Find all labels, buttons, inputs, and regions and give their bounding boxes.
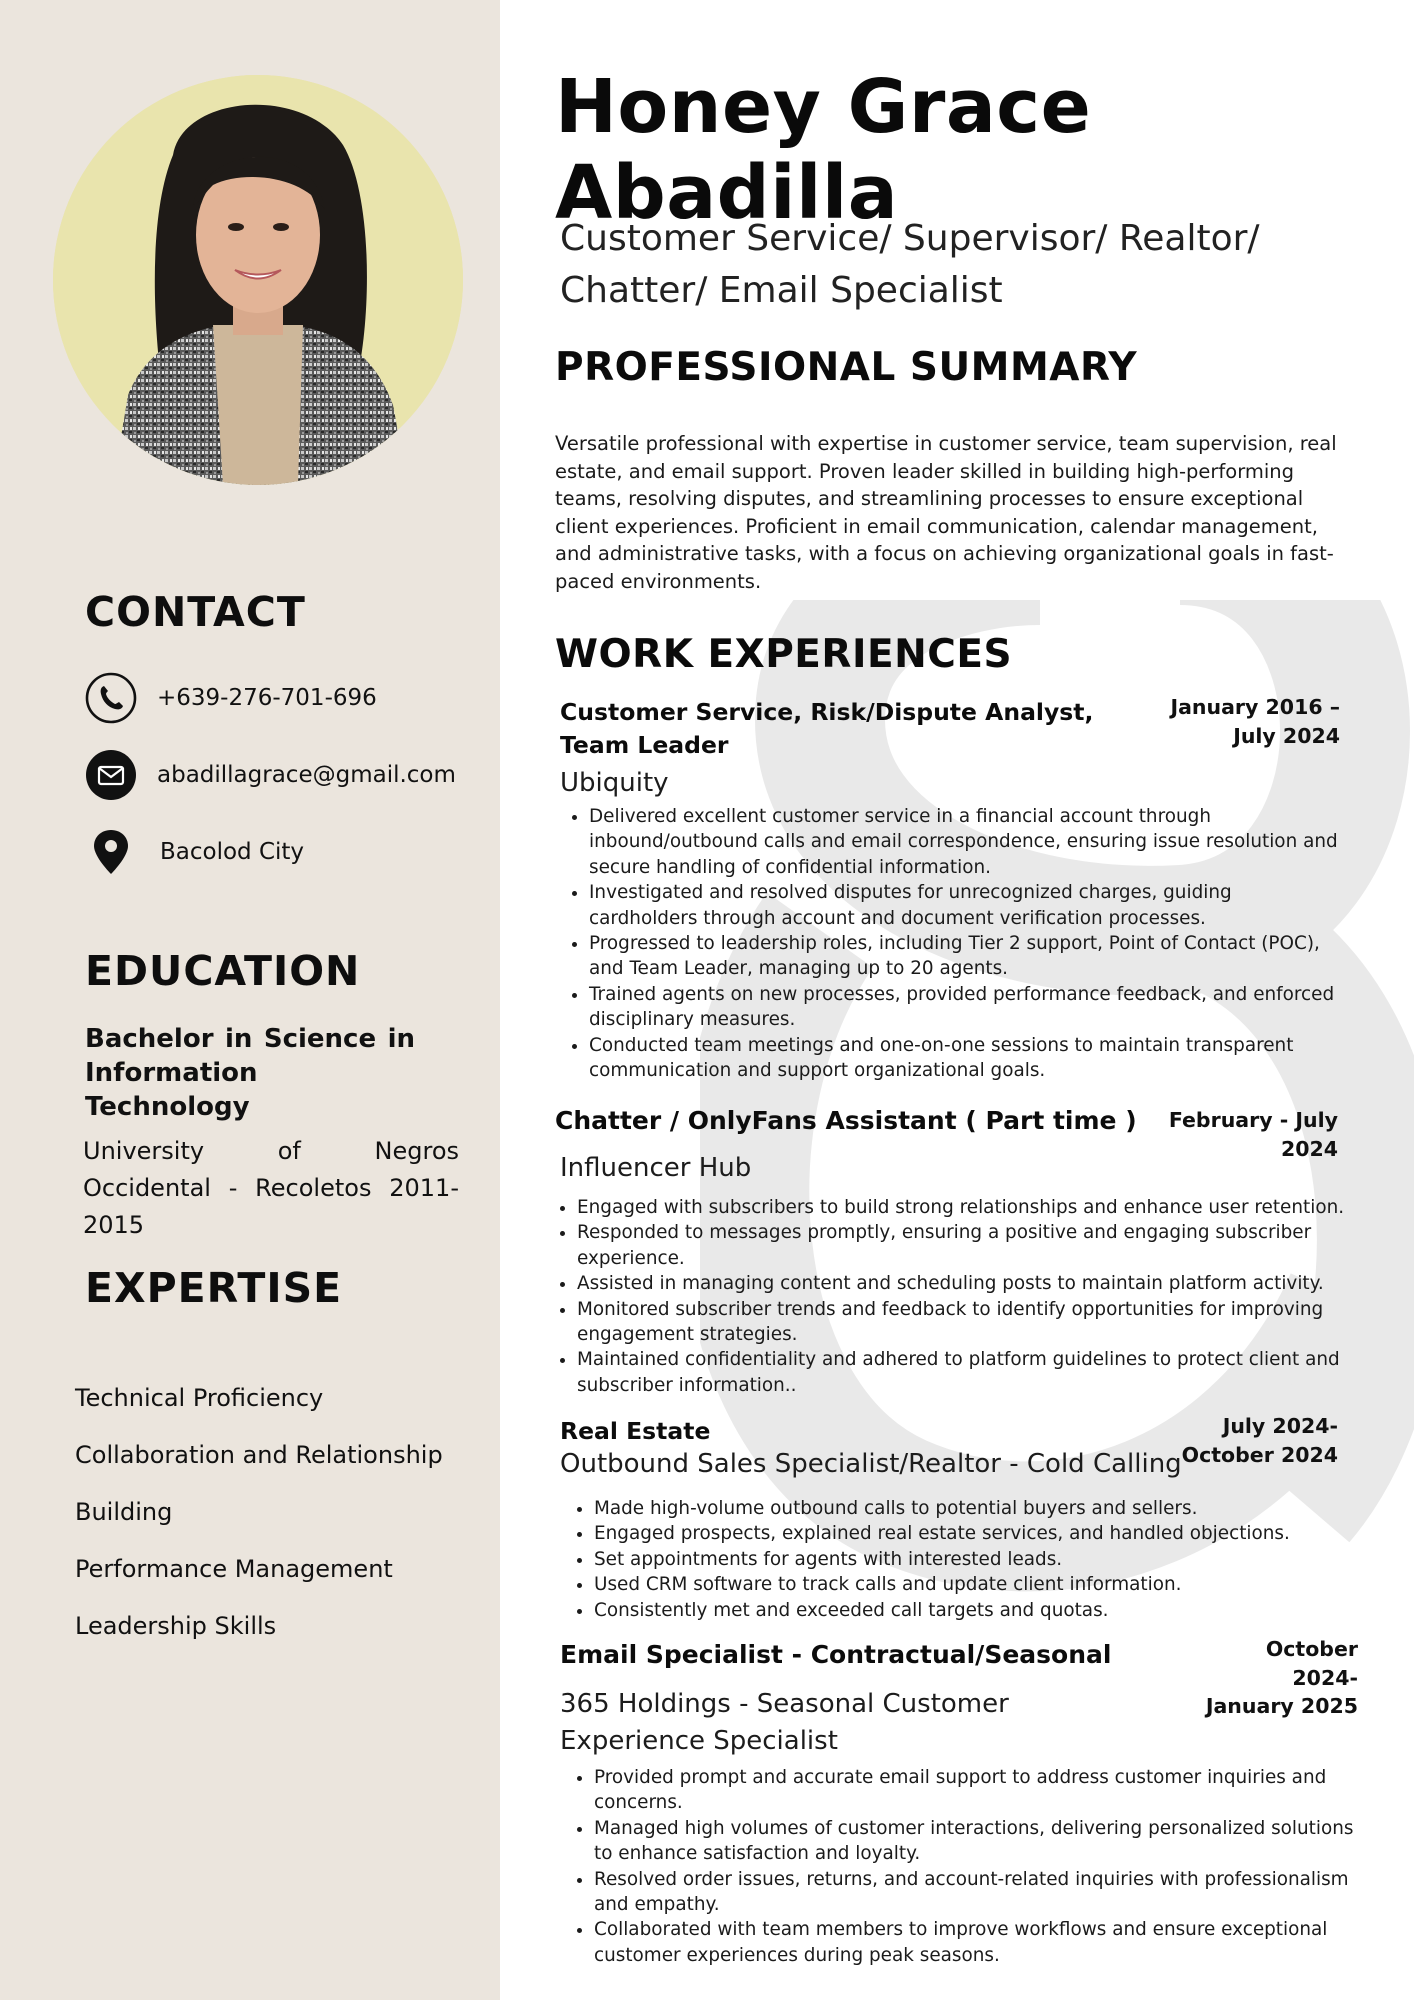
job-bullet: • Investigated and resolved disputes for unrecognized charges, guiding cardholders through account and document verification processes. xyxy=(589,880,1339,931)
job-bullet: • Responded to messages promptly, ensuring a positive and engaging subscriber experience. xyxy=(577,1220,1357,1271)
job-bullet: • Trained agents on new processes, provided performance feedback, and enforced disciplinary measures. xyxy=(589,982,1339,1033)
job-bullets xyxy=(560,1765,1359,1968)
job-date-line: January 2025 xyxy=(1205,1694,1358,1718)
summary-heading: PROFESSIONAL SUMMARY xyxy=(555,345,1138,390)
contact-email xyxy=(85,747,456,803)
job-bullet: • Delivered excellent customer service in a financial account through inbound/outbound calls and email correspondence, ensuring issue resolution and secure handling of confidential information. xyxy=(589,804,1339,880)
job-date-line: 2024 xyxy=(1280,1136,1338,1161)
school: University of Negros Occidental - Recoletos 2011-2015 xyxy=(83,1137,459,1239)
job-entry xyxy=(555,1635,1358,1975)
job-bullet: • Maintained confidentiality and adhered to platform guidelines to protect client and subscriber information.. xyxy=(577,1347,1357,1398)
contact-location xyxy=(85,824,304,880)
job-bullets xyxy=(543,1195,1357,1398)
job-title: Chatter / OnlyFans Assistant ( Part time ) xyxy=(555,1106,1137,1135)
job-date-line: January 2016 – xyxy=(1170,695,1340,719)
job-bullet: • Monitored subscriber trends and feedback to identify opportunities for improving engagement strategies. xyxy=(577,1297,1357,1348)
expertise-item: Performance Management xyxy=(75,1555,393,1583)
job-date-line: July 2024 xyxy=(1233,723,1340,748)
job-bullets xyxy=(560,1496,1364,1623)
email-address[interactable]: abadillagrace@gmail.com xyxy=(157,762,456,788)
expertise-item: Building xyxy=(75,1498,173,1526)
job-date-line: February - July xyxy=(1168,1108,1338,1132)
job-date-line: 2024- xyxy=(1292,1665,1358,1690)
job-entry xyxy=(555,1104,1355,1404)
job-date-line: July 2024- xyxy=(1222,1414,1338,1438)
job-bullets xyxy=(555,804,1339,1083)
job-bullet: • Managed high volumes of customer interactions, delivering personalized solutions to enhance satisfaction and loyalty. xyxy=(594,1816,1359,1867)
email-icon xyxy=(85,749,137,801)
job-company: Influencer Hub xyxy=(560,1153,752,1183)
job-company-line: 365 Holdings - Seasonal Customer xyxy=(560,1689,1009,1719)
job-company-line: Experience Specialist xyxy=(560,1726,838,1756)
contact-heading: CONTACT xyxy=(85,588,306,636)
contact-phone xyxy=(85,670,377,726)
job-bullet: • Consistently met and exceeded call targets and quotas. xyxy=(594,1598,1364,1623)
job-bullet: • Conducted team meetings and one-on-one sessions to maintain transparent communication and support organizational goals. xyxy=(589,1033,1339,1084)
job-bullet: • Progressed to leadership roles, including Tier 2 support, Point of Contact (POC), and Team Leader, managing up to 20 agents. xyxy=(589,931,1339,982)
phone-number: +639-276-701-696 xyxy=(157,685,377,711)
job-dates xyxy=(1206,1635,1358,1721)
phone-icon xyxy=(85,672,137,724)
job-bullet: • Resolved order issues, returns, and account-related inquiries with professionalism and empathy. xyxy=(594,1867,1359,1918)
location-pin-icon xyxy=(85,826,137,878)
profile-photo xyxy=(53,75,463,485)
job-title-line: Customer Service, Risk/Dispute Analyst, xyxy=(560,698,1094,726)
job-company xyxy=(560,1686,1009,1760)
job-date-line: October xyxy=(1265,1637,1358,1661)
job-bullet: • Used CRM software to track calls and update client information. xyxy=(594,1572,1364,1597)
job-bullet: • Collaborated with team members to improve workflows and ensure exceptional customer experiences during peak seasons. xyxy=(594,1917,1359,1968)
job-title: Email Specialist - Contractual/Seasonal xyxy=(560,1640,1112,1669)
expertise-heading: EXPERTISE xyxy=(85,1264,343,1312)
work-heading: WORK EXPERIENCES xyxy=(555,632,1013,677)
job-company: Outbound Sales Specialist/Realtor - Cold Calling xyxy=(560,1449,1182,1479)
job-subtitle xyxy=(560,213,1360,317)
location-text: Bacolod City xyxy=(160,839,305,865)
job-dates xyxy=(1169,1106,1338,1163)
candidate-name: Honey Grace Abadilla xyxy=(555,64,1092,236)
job-bullet: • Made high-volume outbound calls to potential buyers and sellers. xyxy=(594,1496,1364,1521)
degree: Bachelor in Science in Information Technology xyxy=(85,1024,415,1122)
sidebar xyxy=(0,0,500,2000)
job-title-line: Team Leader xyxy=(560,731,729,759)
job-bullet: • Provided prompt and accurate email support to address customer inquiries and concerns. xyxy=(594,1765,1359,1816)
education-heading: EDUCATION xyxy=(85,947,361,995)
expertise-item: Technical Proficiency xyxy=(75,1384,324,1412)
job-bullet: • Set appointments for agents with interested leads. xyxy=(594,1547,1364,1572)
job-dates xyxy=(1170,693,1340,750)
job-title xyxy=(560,696,1093,762)
expertise-item: Leadership Skills xyxy=(75,1612,277,1640)
job-date-line: October 2024 xyxy=(1181,1442,1338,1467)
expertise-item: Collaboration and Relationship xyxy=(75,1441,443,1469)
job-entry xyxy=(555,696,1355,1086)
summary-text: Versatile professional with expertise in customer service, team supervision, real estate, and email support. Proven leader skilled in building high-performing teams, resolving disputes, and streamlining processes to ensure exceptional client experiences. Proficient in email communication, calendar management, and administrative tasks, with a focus on achieving organizational goals in fast-paced environments. xyxy=(555,432,1337,593)
job-company: Ubiquity xyxy=(560,768,669,798)
job-bullet: • Engaged with subscribers to build strong relationships and enhance user retention. xyxy=(577,1195,1357,1220)
job-title: Real Estate xyxy=(560,1417,711,1445)
job-bullet: • Assisted in managing content and scheduling posts to maintain platform activity. xyxy=(577,1271,1357,1296)
job-dates xyxy=(1182,1412,1338,1469)
subtitle-line: Customer Service/ Supervisor/ Realtor/ xyxy=(560,218,1260,259)
job-entry xyxy=(555,1415,1355,1635)
subtitle-line: Chatter/ Email Specialist xyxy=(560,270,1003,311)
expertise-list xyxy=(75,1370,443,1655)
job-bullet: • Engaged prospects, explained real estate services, and handled objections. xyxy=(594,1521,1364,1546)
